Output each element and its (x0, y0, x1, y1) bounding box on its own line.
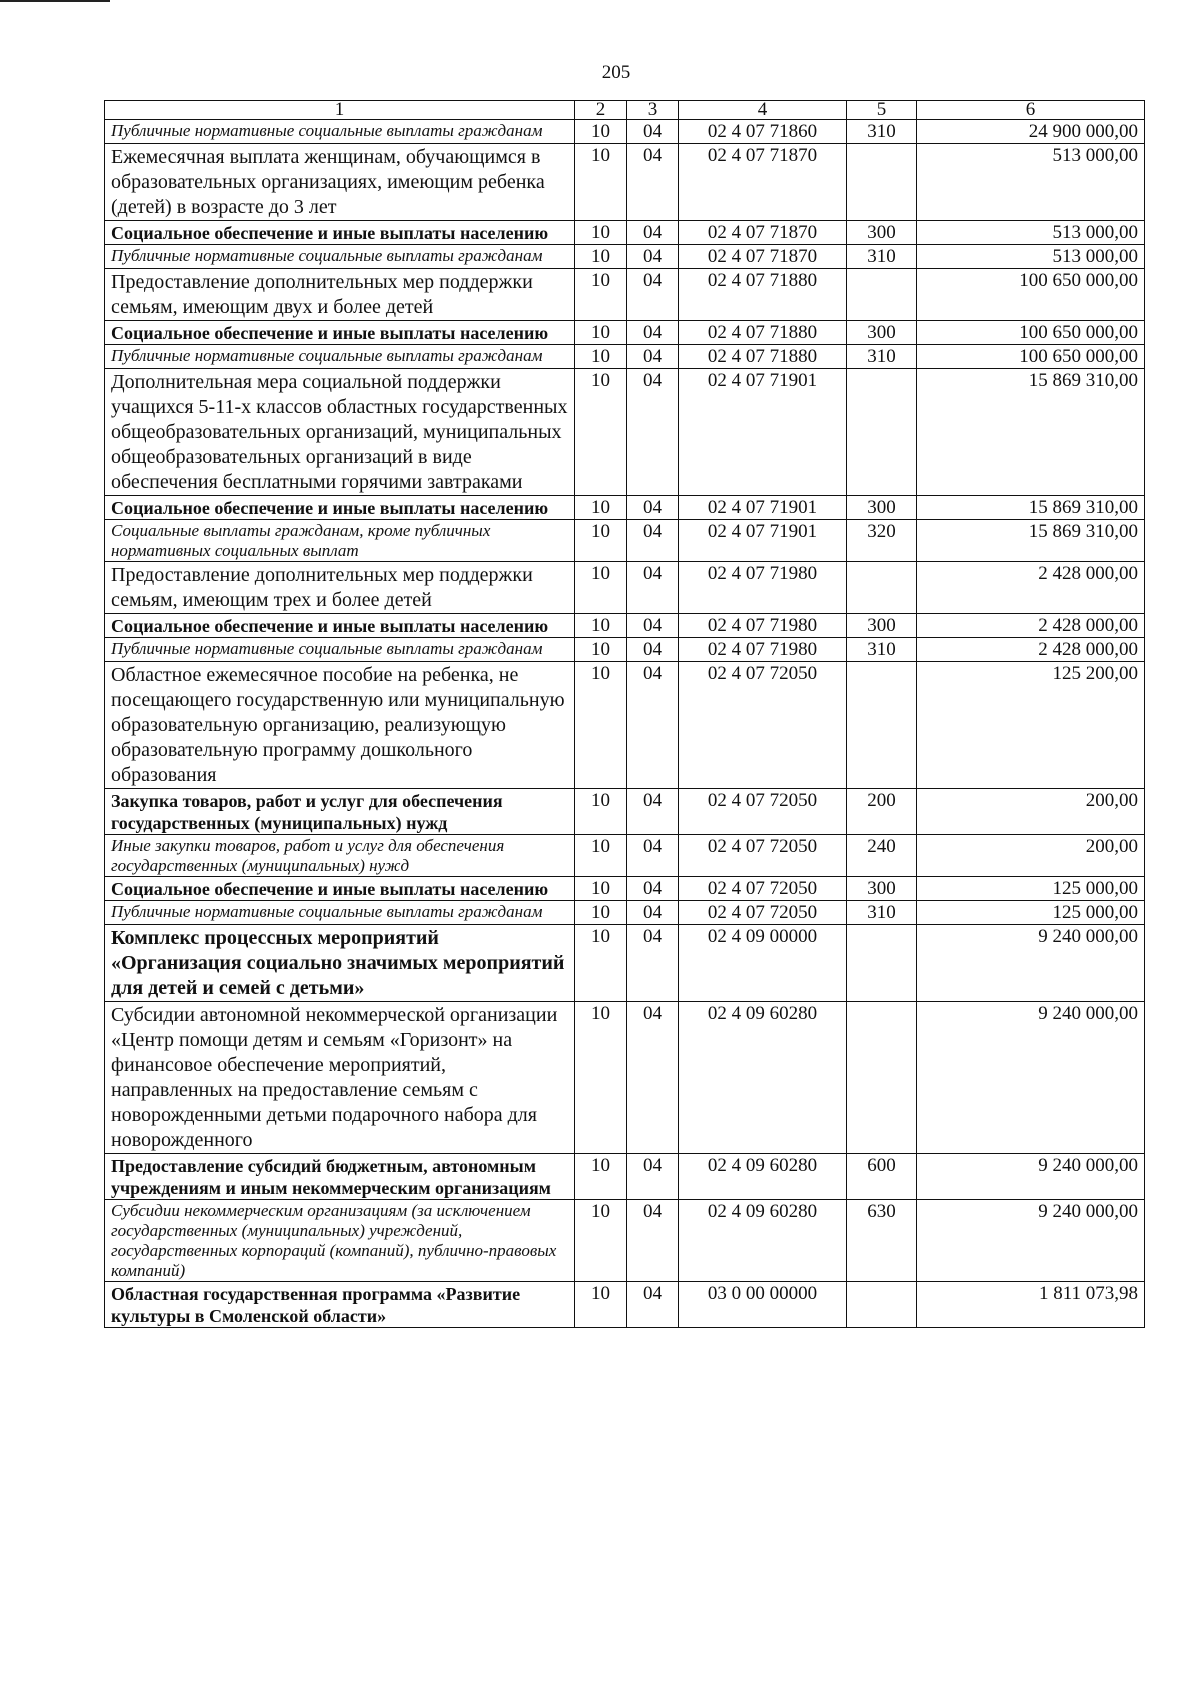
table-row (105, 925, 1145, 1002)
row-subsection: 04 (627, 925, 679, 1002)
row-target-code: 02 4 07 72050 (679, 877, 847, 901)
table-row (105, 345, 1145, 369)
row-section: 10 (575, 144, 627, 221)
row-section: 10 (575, 269, 627, 321)
row-subsection: 04 (627, 877, 679, 901)
row-target-code: 02 4 07 71870 (679, 221, 847, 245)
row-subsection: 04 (627, 144, 679, 221)
row-section: 10 (575, 662, 627, 789)
row-subsection: 04 (627, 120, 679, 144)
row-subsection: 04 (627, 901, 679, 925)
row-subsection: 04 (627, 835, 679, 877)
row-name: Ежемесячная выплата женщинам, обучающимся в образовательных организациях, имеющим ребенка (детей) в возрасте до 3 лет (105, 144, 575, 221)
row-expense-type: 320 (847, 520, 917, 562)
row-name: Публичные нормативные социальные выплаты гражданам (105, 345, 575, 369)
row-section: 10 (575, 520, 627, 562)
row-name: Иные закупки товаров, работ и услуг для обеспечения государственных (муниципальных) нужд (105, 835, 575, 877)
header-col-1: 1 (105, 101, 575, 120)
row-amount: 125 000,00 (917, 901, 1145, 925)
row-subsection: 04 (627, 562, 679, 614)
row-subsection: 04 (627, 1282, 679, 1328)
row-expense-type: 310 (847, 120, 917, 144)
row-expense-type (847, 925, 917, 1002)
table-row (105, 369, 1145, 496)
row-section: 10 (575, 1200, 627, 1282)
row-subsection: 04 (627, 1002, 679, 1154)
header-col-6: 6 (917, 101, 1145, 120)
row-expense-type (847, 562, 917, 614)
row-amount: 24 900 000,00 (917, 120, 1145, 144)
row-section: 10 (575, 1002, 627, 1154)
row-section: 10 (575, 638, 627, 662)
row-name: Дополнительная мера социальной поддержки учащихся 5-11-х классов областных государственных общеобразовательных организаций, муниципальных общеобразовательных организаций в виде обеспечения бесплатными горячими завтраками (105, 369, 575, 496)
table-row (105, 789, 1145, 835)
header-col-2: 2 (575, 101, 627, 120)
row-subsection: 04 (627, 269, 679, 321)
row-name: Публичные нормативные социальные выплаты гражданам (105, 638, 575, 662)
row-section: 10 (575, 1282, 627, 1328)
row-amount: 15 869 310,00 (917, 369, 1145, 496)
row-section: 10 (575, 1154, 627, 1200)
header-col-4: 4 (679, 101, 847, 120)
row-target-code: 02 4 09 60280 (679, 1002, 847, 1154)
page-number: 205 (601, 62, 631, 83)
row-subsection: 04 (627, 321, 679, 345)
row-expense-type: 300 (847, 321, 917, 345)
row-section: 10 (575, 120, 627, 144)
row-name: Субсидии автономной некоммерческой организации «Центр помощи детям и семьям «Горизонт» на финансовое обеспечение мероприятий, направленных на предоставление семьям с новорожденными детьми подарочного набора для новорожденного (105, 1002, 575, 1154)
row-expense-type: 300 (847, 877, 917, 901)
row-expense-type (847, 1002, 917, 1154)
row-section: 10 (575, 562, 627, 614)
row-name: Областное ежемесячное пособие на ребенка, не посещающего государственную или муниципальную образовательную организацию, реализующую образовательную программу дошкольного образования (105, 662, 575, 789)
row-name: Социальное обеспечение и иные выплаты населению (105, 496, 575, 520)
row-subsection: 04 (627, 496, 679, 520)
table-row (105, 1282, 1145, 1328)
row-target-code: 02 4 07 71880 (679, 321, 847, 345)
table-row (105, 562, 1145, 614)
table-row (105, 144, 1145, 221)
row-expense-type: 310 (847, 901, 917, 925)
row-expense-type: 300 (847, 496, 917, 520)
row-name: Публичные нормативные социальные выплаты гражданам (105, 245, 575, 269)
row-amount: 100 650 000,00 (917, 345, 1145, 369)
row-subsection: 04 (627, 345, 679, 369)
row-amount: 1 811 073,98 (917, 1282, 1145, 1328)
row-amount: 2 428 000,00 (917, 638, 1145, 662)
header-col-3: 3 (627, 101, 679, 120)
row-amount: 200,00 (917, 835, 1145, 877)
row-target-code: 02 4 07 71880 (679, 345, 847, 369)
row-section: 10 (575, 877, 627, 901)
row-target-code: 02 4 07 71980 (679, 614, 847, 638)
row-expense-type (847, 269, 917, 321)
row-section: 10 (575, 221, 627, 245)
row-amount: 125 000,00 (917, 877, 1145, 901)
row-target-code: 02 4 07 71870 (679, 144, 847, 221)
row-name: Предоставление дополнительных мер поддержки семьям, имеющим двух и более детей (105, 269, 575, 321)
row-expense-type (847, 369, 917, 496)
row-subsection: 04 (627, 221, 679, 245)
row-amount: 513 000,00 (917, 221, 1145, 245)
row-target-code: 02 4 07 71901 (679, 496, 847, 520)
row-target-code: 02 4 07 71901 (679, 369, 847, 496)
row-name: Социальное обеспечение и иные выплаты населению (105, 221, 575, 245)
row-expense-type (847, 1282, 917, 1328)
row-section: 10 (575, 345, 627, 369)
row-amount: 2 428 000,00 (917, 614, 1145, 638)
row-section: 10 (575, 925, 627, 1002)
row-target-code: 02 4 07 71880 (679, 269, 847, 321)
table-row (105, 221, 1145, 245)
row-name: Социальные выплаты гражданам, кроме публичных нормативных социальных выплат (105, 520, 575, 562)
row-expense-type: 200 (847, 789, 917, 835)
row-target-code: 02 4 07 71860 (679, 120, 847, 144)
table-row (105, 496, 1145, 520)
top-rule (0, 0, 110, 2)
row-expense-type: 300 (847, 614, 917, 638)
table-row (105, 901, 1145, 925)
row-target-code: 02 4 07 71980 (679, 638, 847, 662)
row-name: Субсидии некоммерческим организациям (за исключением государственных (муниципальных) учреждений, государственных корпораций (компаний), публично-правовых компаний) (105, 1200, 575, 1282)
row-amount: 9 240 000,00 (917, 1200, 1145, 1282)
row-name: Предоставление дополнительных мер поддержки семьям, имеющим трех и более детей (105, 562, 575, 614)
row-subsection: 04 (627, 520, 679, 562)
row-subsection: 04 (627, 614, 679, 638)
row-expense-type: 600 (847, 1154, 917, 1200)
row-subsection: 04 (627, 638, 679, 662)
row-target-code: 02 4 07 72050 (679, 662, 847, 789)
row-amount: 100 650 000,00 (917, 269, 1145, 321)
row-expense-type: 630 (847, 1200, 917, 1282)
table-row (105, 835, 1145, 877)
row-subsection: 04 (627, 662, 679, 789)
row-name: Публичные нормативные социальные выплаты гражданам (105, 120, 575, 144)
table-row (105, 321, 1145, 345)
table-row (105, 120, 1145, 144)
row-target-code: 02 4 09 00000 (679, 925, 847, 1002)
row-section: 10 (575, 321, 627, 345)
row-target-code: 02 4 09 60280 (679, 1154, 847, 1200)
row-expense-type: 310 (847, 638, 917, 662)
budget-table (104, 100, 1145, 1328)
table-row (105, 269, 1145, 321)
row-target-code: 02 4 07 72050 (679, 901, 847, 925)
row-section: 10 (575, 614, 627, 638)
row-name: Предоставление субсидий бюджетным, автономным учреждениям и иным некоммерческим организациям (105, 1154, 575, 1200)
row-subsection: 04 (627, 369, 679, 496)
row-amount: 513 000,00 (917, 245, 1145, 269)
row-section: 10 (575, 835, 627, 877)
table-row (105, 1200, 1145, 1282)
row-amount: 2 428 000,00 (917, 562, 1145, 614)
row-name: Закупка товаров, работ и услуг для обеспечения государственных (муниципальных) нужд (105, 789, 575, 835)
table-row (105, 245, 1145, 269)
row-name: Комплекс процессных мероприятий «Организация социально значимых мероприятий для детей и семей с детьми» (105, 925, 575, 1002)
row-amount: 9 240 000,00 (917, 1154, 1145, 1200)
row-amount: 9 240 000,00 (917, 925, 1145, 1002)
row-expense-type (847, 662, 917, 789)
row-target-code: 02 4 07 71870 (679, 245, 847, 269)
row-name: Социальное обеспечение и иные выплаты населению (105, 614, 575, 638)
row-subsection: 04 (627, 789, 679, 835)
row-subsection: 04 (627, 1154, 679, 1200)
row-name: Социальное обеспечение и иные выплаты населению (105, 877, 575, 901)
row-expense-type (847, 144, 917, 221)
row-amount: 100 650 000,00 (917, 321, 1145, 345)
row-section: 10 (575, 789, 627, 835)
row-name: Социальное обеспечение и иные выплаты населению (105, 321, 575, 345)
row-section: 10 (575, 496, 627, 520)
row-name: Областная государственная программа «Развитие культуры в Смоленской области» (105, 1282, 575, 1328)
table-row (105, 877, 1145, 901)
row-target-code: 03 0 00 00000 (679, 1282, 847, 1328)
row-amount: 513 000,00 (917, 144, 1145, 221)
row-subsection: 04 (627, 1200, 679, 1282)
row-section: 10 (575, 369, 627, 496)
row-amount: 125 200,00 (917, 662, 1145, 789)
row-expense-type: 310 (847, 345, 917, 369)
row-target-code: 02 4 07 71980 (679, 562, 847, 614)
table-row (105, 614, 1145, 638)
table-header-row (105, 101, 1145, 120)
row-section: 10 (575, 901, 627, 925)
table-row (105, 520, 1145, 562)
row-expense-type: 300 (847, 221, 917, 245)
header-col-5: 5 (847, 101, 917, 120)
row-amount: 200,00 (917, 789, 1145, 835)
row-expense-type: 310 (847, 245, 917, 269)
row-amount: 15 869 310,00 (917, 496, 1145, 520)
row-amount: 9 240 000,00 (917, 1002, 1145, 1154)
row-subsection: 04 (627, 245, 679, 269)
row-expense-type: 240 (847, 835, 917, 877)
table-row (105, 1154, 1145, 1200)
row-target-code: 02 4 09 60280 (679, 1200, 847, 1282)
row-target-code: 02 4 07 72050 (679, 789, 847, 835)
table-row (105, 638, 1145, 662)
row-section: 10 (575, 245, 627, 269)
table-row (105, 1002, 1145, 1154)
row-target-code: 02 4 07 71901 (679, 520, 847, 562)
row-amount: 15 869 310,00 (917, 520, 1145, 562)
table-row (105, 662, 1145, 789)
row-target-code: 02 4 07 72050 (679, 835, 847, 877)
row-name: Публичные нормативные социальные выплаты гражданам (105, 901, 575, 925)
table-body (105, 120, 1145, 1328)
